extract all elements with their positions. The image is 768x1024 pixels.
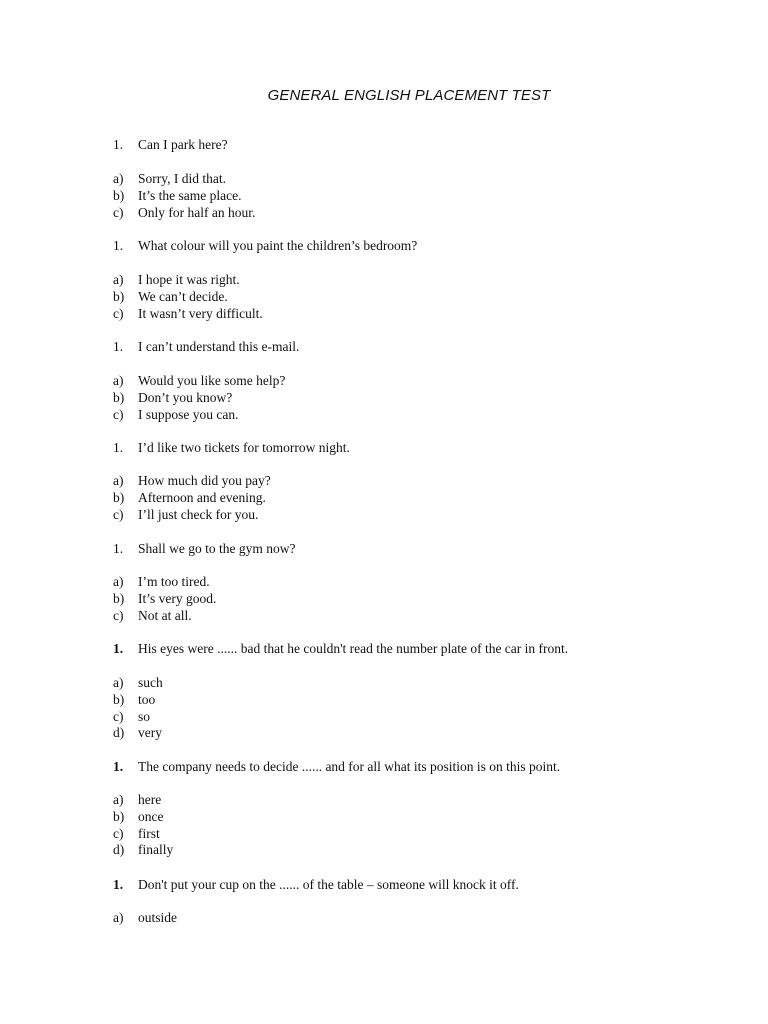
option-7a: [113, 791, 161, 808]
option-text: I’m too tired.: [138, 574, 210, 589]
option-letter: a): [113, 171, 124, 186]
option-4a: [113, 472, 271, 489]
question-2: [113, 237, 417, 254]
option-letter: d): [113, 842, 125, 857]
option-text: Sorry, I did that.: [138, 171, 226, 186]
option-6d: [113, 724, 162, 741]
option-5c: [113, 607, 192, 624]
option-letter: c): [113, 709, 124, 724]
question-text: What colour will you paint the children’s bedroom?: [138, 238, 418, 253]
option-1c: [113, 204, 255, 221]
question-6: [113, 640, 568, 657]
option-text: very: [138, 725, 162, 740]
question-text: Shall we go to the gym now?: [138, 541, 296, 556]
option-text: so: [138, 709, 151, 724]
option-text: finally: [138, 842, 174, 857]
option-6c: [113, 708, 150, 725]
option-text: It wasn’t very difficult.: [138, 306, 263, 321]
option-letter: a): [113, 473, 124, 488]
page-title: GENERAL ENGLISH PLACEMENT TEST: [267, 87, 551, 104]
option-2c: [113, 305, 263, 322]
option-2b: [113, 288, 228, 305]
option-text: here: [138, 792, 162, 807]
option-2a: [113, 271, 240, 288]
option-text: I suppose you can.: [138, 407, 239, 422]
option-text: Would you like some help?: [138, 373, 286, 388]
question-text: His eyes were ...... bad that he couldn't read the number plate of the car in front.: [138, 641, 569, 656]
option-5b: [113, 590, 216, 607]
option-1a: [113, 170, 226, 187]
option-text: Afternoon and evening.: [138, 490, 266, 505]
question-text: Don't put your cup on the ...... of the table – someone will knock it off.: [138, 877, 519, 892]
question-number: 1.: [113, 238, 124, 253]
option-letter: b): [113, 289, 125, 304]
question-text: I can’t understand this e-mail.: [138, 339, 300, 354]
option-3c: [113, 406, 238, 423]
option-6a: [113, 674, 163, 691]
option-letter: c): [113, 306, 124, 321]
option-text: I hope it was right.: [138, 272, 240, 287]
question-text: Can I park here?: [138, 137, 228, 152]
option-text: We can’t decide.: [138, 289, 228, 304]
option-5a: [113, 573, 210, 590]
question-number: 1.: [113, 541, 124, 556]
option-text: such: [138, 675, 163, 690]
option-letter: c): [113, 407, 124, 422]
option-1b: [113, 187, 241, 204]
option-letter: b): [113, 390, 125, 405]
option-letter: c): [113, 507, 124, 522]
question-number: 1.: [113, 137, 124, 152]
question-number: 1.: [113, 339, 124, 354]
option-text: It’s very good.: [138, 591, 217, 606]
question-number: 1.: [113, 440, 124, 455]
option-letter: a): [113, 792, 124, 807]
option-3a: [113, 372, 285, 389]
option-7b: [113, 808, 163, 825]
question-7: [113, 758, 560, 775]
option-text: Don’t you know?: [138, 390, 233, 405]
option-7d: [113, 841, 173, 858]
option-letter: a): [113, 574, 124, 589]
option-letter: b): [113, 188, 125, 203]
option-text: It’s the same place.: [138, 188, 242, 203]
question-8: [113, 876, 519, 893]
option-text: outside: [138, 910, 177, 925]
question-4: [113, 439, 350, 456]
question-text: I’d like two tickets for tomorrow night.: [138, 440, 350, 455]
option-text: first: [138, 826, 160, 841]
option-letter: d): [113, 725, 125, 740]
option-text: Not at all.: [138, 608, 192, 623]
option-7c: [113, 825, 160, 842]
option-letter: a): [113, 373, 124, 388]
option-letter: a): [113, 910, 124, 925]
option-text: once: [138, 809, 164, 824]
option-letter: b): [113, 809, 125, 824]
option-letter: c): [113, 608, 124, 623]
option-letter: c): [113, 826, 124, 841]
option-letter: c): [113, 205, 124, 220]
option-letter: a): [113, 675, 124, 690]
question-3: [113, 338, 299, 355]
question-5: [113, 540, 295, 557]
option-text: I’ll just check for you.: [138, 507, 259, 522]
option-text: too: [138, 692, 156, 707]
option-6b: [113, 691, 155, 708]
option-8a: [113, 909, 177, 926]
question-1: [113, 136, 228, 153]
question-text: The company needs to decide ...... and for all what its position is on this point.: [138, 759, 561, 774]
option-4c: [113, 506, 258, 523]
option-text: Only for half an hour.: [138, 205, 256, 220]
question-number: 1.: [113, 641, 124, 656]
option-letter: a): [113, 272, 124, 287]
option-4b: [113, 489, 266, 506]
option-letter: b): [113, 591, 125, 606]
option-letter: b): [113, 490, 125, 505]
option-3b: [113, 389, 232, 406]
question-number: 1.: [113, 877, 124, 892]
option-letter: b): [113, 692, 125, 707]
option-text: How much did you pay?: [138, 473, 271, 488]
question-number: 1.: [113, 759, 124, 774]
